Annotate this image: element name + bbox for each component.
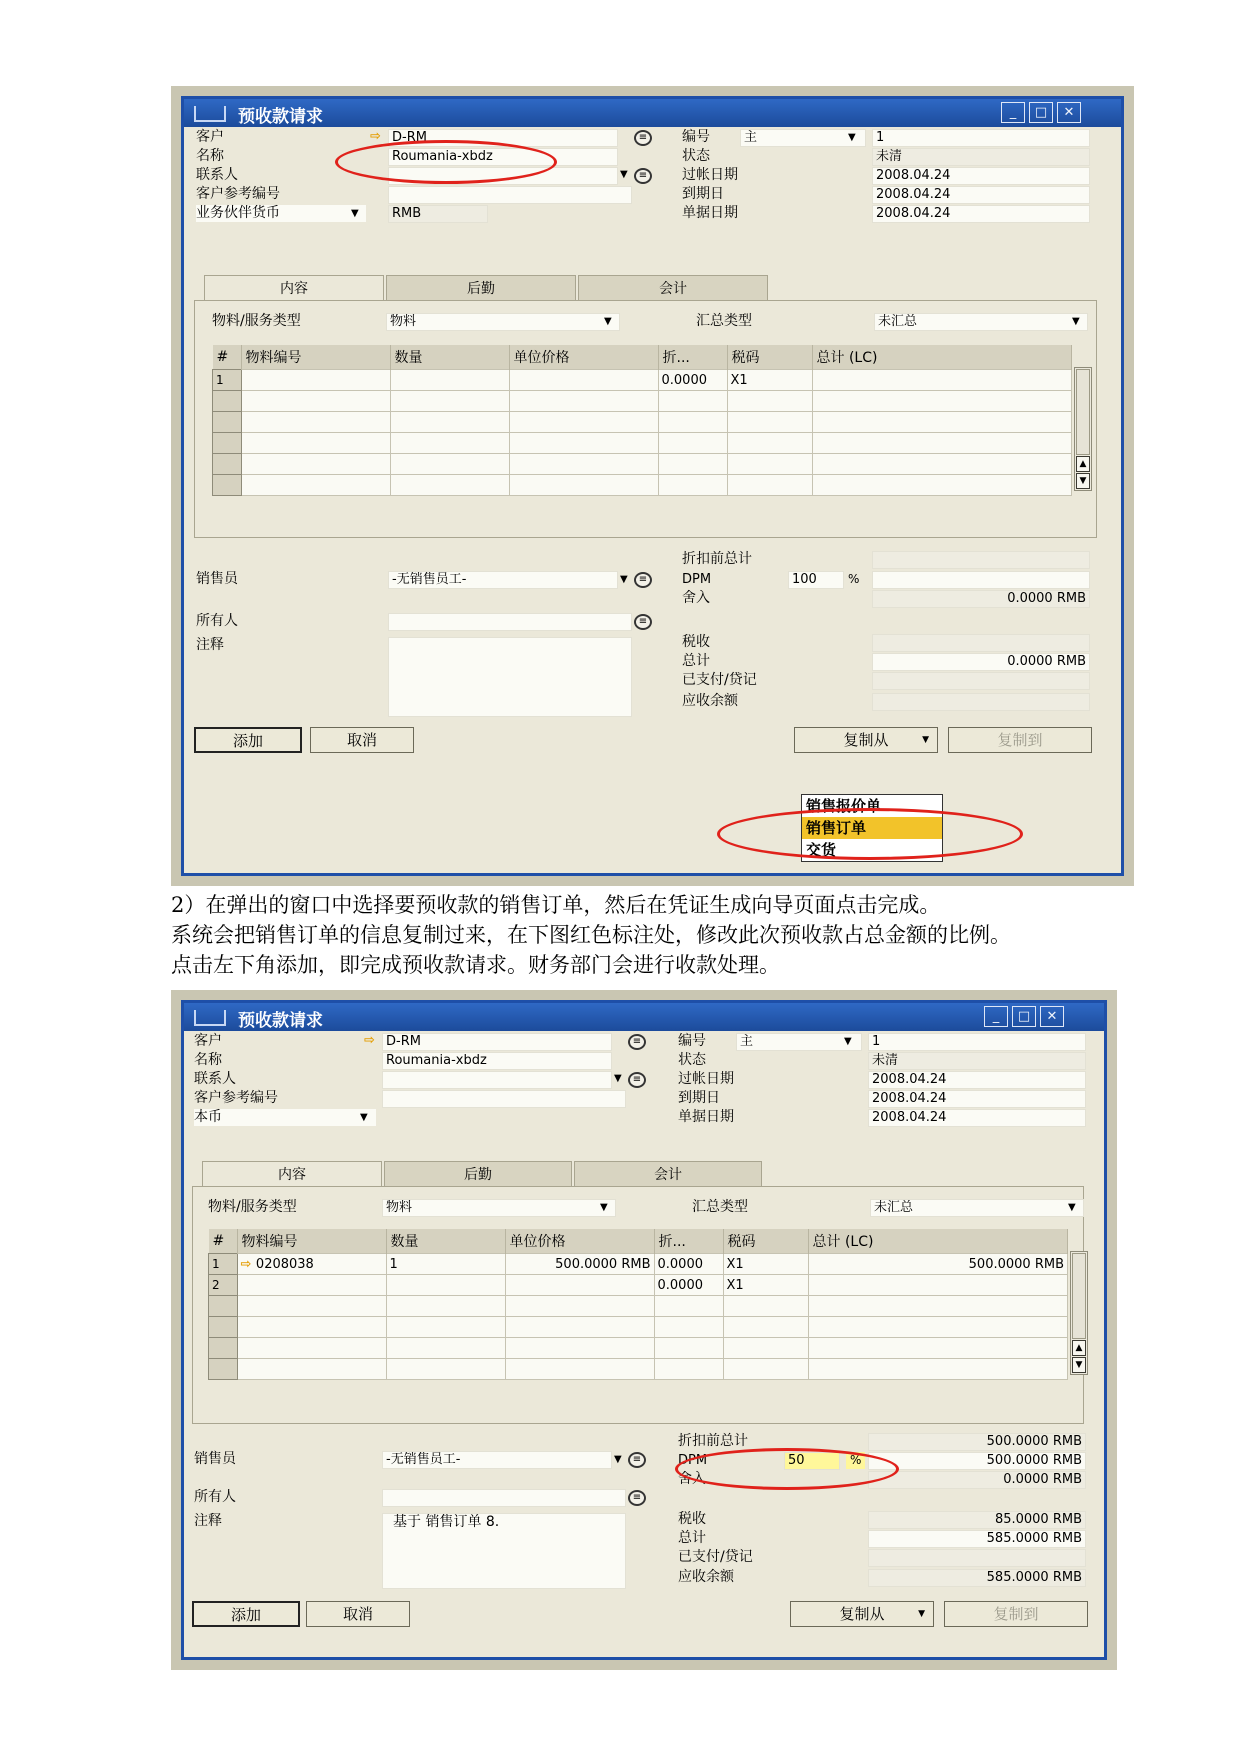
table-row[interactable]	[213, 391, 1072, 412]
quantity-cell[interactable]	[386, 1338, 505, 1359]
list-lookup-icon[interactable]: ≡	[628, 1034, 646, 1050]
copy-from-label: 复制从	[843, 731, 889, 749]
item-type-select[interactable]: 物料	[386, 313, 620, 331]
table-row[interactable]	[209, 1317, 1068, 1338]
discount-cell[interactable]	[654, 1296, 723, 1317]
rounding-label: 舍入	[678, 1471, 706, 1487]
instruction-line-2: 系统会把销售订单的信息复制过来，在下图红色标注处，修改此次预收款占总金额的比例。	[171, 923, 1011, 947]
discount-cell[interactable]	[658, 475, 727, 496]
total-lc-cell[interactable]	[812, 475, 1072, 496]
instruction-line-1: 2）在弹出的窗口中选择要预收款的销售订单，然后在凭证生成向导页面点击完成。	[171, 893, 941, 917]
contact-field[interactable]	[388, 167, 618, 185]
add-button[interactable]: 添加	[194, 727, 302, 753]
item-code-cell[interactable]	[241, 433, 390, 454]
name-label: 名称	[194, 1052, 222, 1068]
unit-price-cell[interactable]	[509, 475, 658, 496]
form-content	[184, 127, 1121, 873]
item-code-cell[interactable]	[237, 1338, 386, 1359]
tax-code-cell[interactable]	[727, 454, 812, 475]
link-arrow-icon[interactable]: ⇨	[370, 129, 381, 144]
dpm-label: DPM	[682, 572, 712, 587]
discount-cell[interactable]: 0.0000	[654, 1254, 723, 1275]
dropdown-arrow-icon[interactable]: ▼	[614, 1073, 622, 1084]
quantity-cell[interactable]	[390, 433, 509, 454]
menu-item-delivery[interactable]: 交货	[806, 841, 837, 859]
item-grid	[208, 1229, 1068, 1380]
sales-employee-select[interactable]: -无销售员工-	[382, 1451, 612, 1469]
form-content	[184, 1031, 1104, 1657]
window-icon	[194, 1010, 226, 1026]
customer-ref-field[interactable]	[382, 1090, 626, 1108]
dropdown-arrow-icon[interactable]: ▼	[848, 132, 856, 143]
total-label: 总计	[678, 1530, 706, 1546]
col-header-tax[interactable]: 税码	[723, 1229, 808, 1254]
close-icon[interactable]: ✕	[1040, 1006, 1064, 1027]
row-number-cell[interactable]: 1	[209, 1254, 238, 1275]
number-field[interactable]: 1	[872, 129, 1090, 147]
contact-label: 联系人	[194, 1071, 236, 1087]
dropdown-arrow-icon[interactable]: ▼	[1072, 316, 1080, 327]
total-before-discount-label: 折扣前总计	[678, 1433, 748, 1449]
dropdown-arrow-icon[interactable]: ▼	[360, 1112, 368, 1123]
discount-cell[interactable]	[658, 391, 727, 412]
contact-field[interactable]	[382, 1071, 612, 1089]
status-label: 状态	[678, 1052, 706, 1068]
grid-scrollbar[interactable]	[1070, 1251, 1088, 1375]
item-code-cell[interactable]	[237, 1317, 386, 1338]
quantity-cell[interactable]	[390, 370, 509, 391]
customer-label: 客户	[194, 1033, 222, 1049]
unit-price-cell[interactable]	[509, 433, 658, 454]
total-lc-cell[interactable]	[808, 1317, 1068, 1338]
col-header-num: #	[213, 345, 242, 370]
table-row[interactable]	[209, 1338, 1068, 1359]
maximize-icon[interactable]: □	[1029, 102, 1053, 123]
currency-field: RMB	[388, 205, 488, 223]
total-lc-cell[interactable]	[808, 1296, 1068, 1317]
total-label: 总计	[682, 653, 710, 669]
balance-field: 585.0000 RMB	[868, 1569, 1086, 1587]
total-before-discount-label: 折扣前总计	[682, 551, 752, 567]
row-number-cell[interactable]	[213, 412, 242, 433]
due-date-label: 到期日	[682, 186, 724, 202]
list-lookup-icon[interactable]: ≡	[634, 168, 652, 184]
cancel-button[interactable]: 取消	[306, 1601, 410, 1627]
tab-contents[interactable]: 内容	[204, 275, 384, 301]
item-code-cell[interactable]	[237, 1359, 386, 1380]
window-icon	[194, 106, 226, 122]
item-code-cell[interactable]	[237, 1275, 386, 1296]
tab-contents[interactable]: 内容	[202, 1161, 382, 1187]
tax-code-cell[interactable]: X1	[727, 370, 812, 391]
row-number-cell[interactable]	[209, 1338, 238, 1359]
row-number-cell[interactable]: 1	[213, 370, 242, 391]
dpm-input[interactable]: 100	[788, 571, 844, 589]
menu-item-sales-order[interactable]: 销售订单	[802, 817, 942, 839]
scroll-thumb[interactable]	[1076, 369, 1090, 455]
list-lookup-icon[interactable]: ≡	[628, 1452, 646, 1468]
col-header-total[interactable]: 总计 (LC)	[808, 1229, 1068, 1254]
table-row[interactable]	[213, 454, 1072, 475]
quantity-cell[interactable]	[386, 1296, 505, 1317]
tax-label: 税收	[678, 1511, 706, 1527]
dropdown-arrow-icon[interactable]: ▼	[844, 1036, 852, 1047]
total-lc-cell[interactable]	[812, 391, 1072, 412]
list-lookup-icon[interactable]: ≡	[628, 1490, 646, 1506]
percent-sign: %	[848, 572, 860, 586]
owner-field[interactable]	[382, 1489, 626, 1507]
tax-field	[872, 634, 1090, 652]
owner-field[interactable]	[388, 613, 632, 631]
total-lc-cell[interactable]: 500.0000 RMB	[808, 1254, 1068, 1275]
discount-cell[interactable]	[654, 1338, 723, 1359]
col-header-tax[interactable]: 税码	[727, 345, 812, 370]
posting-date-label: 过帐日期	[682, 167, 738, 183]
menu-item-sales-quotation[interactable]: 销售报价单	[806, 797, 882, 815]
unit-price-cell[interactable]: 500.0000 RMB	[505, 1254, 654, 1275]
owner-label: 所有人	[194, 1489, 236, 1505]
copy-to-button[interactable]: 复制到	[948, 727, 1092, 753]
unit-price-cell[interactable]	[505, 1338, 654, 1359]
paid-label: 已支付/贷记	[682, 672, 757, 688]
col-header-price[interactable]: 单位价格	[505, 1229, 654, 1254]
summary-type-label: 汇总类型	[692, 1199, 748, 1215]
discount-cell[interactable]	[654, 1359, 723, 1380]
paid-field	[872, 672, 1090, 690]
tab-logistics[interactable]: 后勤	[386, 275, 576, 301]
down-payment-request-window	[181, 1000, 1107, 1660]
rounding-field: 0.0000 RMB	[872, 590, 1090, 608]
currency-selector[interactable]: 业务伙伴货币	[196, 205, 366, 222]
total-lc-cell[interactable]	[812, 370, 1072, 391]
summary-type-select[interactable]: 未汇总	[874, 313, 1088, 331]
currency-selector[interactable]: 本币	[194, 1109, 376, 1126]
dropdown-arrow-icon[interactable]: ▼	[620, 574, 628, 585]
dpm-amount-field: 500.0000 RMB	[868, 1452, 1086, 1470]
total-lc-cell[interactable]	[812, 433, 1072, 454]
link-arrow-icon[interactable]: ⇨	[240, 1256, 256, 1272]
remarks-label: 注释	[196, 637, 224, 653]
dropdown-arrow-icon[interactable]: ▼	[614, 1454, 622, 1465]
paid-field	[868, 1549, 1086, 1567]
tax-code-cell[interactable]	[723, 1296, 808, 1317]
quantity-cell[interactable]	[390, 412, 509, 433]
col-header-discount[interactable]: 折...	[658, 345, 727, 370]
tax-code-cell[interactable]: X1	[723, 1254, 808, 1275]
dpm-input[interactable]: 50	[784, 1452, 840, 1470]
discount-cell[interactable]	[658, 433, 727, 454]
row-number-cell[interactable]	[209, 1317, 238, 1338]
dpm-label: DPM	[678, 1453, 708, 1468]
unit-price-cell[interactable]	[509, 454, 658, 475]
customer-field[interactable]: D-RM	[388, 129, 618, 147]
name-field[interactable]: Roumania-xbdz	[382, 1052, 612, 1070]
table-row[interactable]	[213, 412, 1072, 433]
item-type-select[interactable]: 物料	[382, 1199, 616, 1217]
col-header-qty[interactable]: 数量	[386, 1229, 505, 1254]
dpm-amount-field	[872, 571, 1090, 589]
window-title: 预收款请求	[238, 1011, 323, 1031]
dropdown-arrow-icon: ▼	[922, 735, 929, 745]
dropdown-arrow-icon[interactable]: ▼	[1068, 1202, 1076, 1213]
instruction-line-3: 点击左下角添加，即完成预收款请求。财务部门会进行收款处理。	[171, 953, 780, 977]
tax-field: 85.0000 RMB	[868, 1511, 1086, 1529]
sales-employee-label: 销售员	[196, 571, 238, 587]
tax-label: 税收	[682, 634, 710, 650]
unit-price-cell[interactable]	[505, 1275, 654, 1296]
item-code-cell[interactable]	[241, 412, 390, 433]
doc-date-label: 单据日期	[682, 205, 738, 221]
remarks-field[interactable]	[388, 637, 632, 717]
due-date-label: 到期日	[678, 1090, 720, 1106]
close-icon[interactable]: ✕	[1057, 102, 1081, 123]
posting-date-field[interactable]: 2008.04.24	[872, 167, 1090, 185]
row-number-cell[interactable]	[213, 433, 242, 454]
quantity-cell[interactable]	[386, 1275, 505, 1296]
contact-label: 联系人	[196, 167, 238, 183]
col-header-price[interactable]: 单位价格	[509, 345, 658, 370]
row-number-cell[interactable]	[213, 391, 242, 412]
total-field: 0.0000 RMB	[872, 653, 1090, 671]
screenshot-1	[171, 86, 1134, 886]
balance-label: 应收余额	[682, 693, 738, 709]
owner-label: 所有人	[196, 613, 238, 629]
maximize-icon[interactable]: □	[1012, 1006, 1036, 1027]
customer-ref-label: 客户参考编号	[194, 1090, 278, 1106]
title-bar	[184, 99, 1121, 127]
rounding-field: 0.0000 RMB	[868, 1471, 1086, 1489]
sales-employee-label: 销售员	[194, 1451, 236, 1467]
down-payment-request-window	[181, 96, 1124, 876]
dropdown-arrow-icon[interactable]: ▼	[604, 316, 612, 327]
dropdown-arrow-icon[interactable]: ▼	[600, 1202, 608, 1213]
tax-code-cell[interactable]	[727, 412, 812, 433]
scroll-down-icon[interactable]: ▼	[1076, 473, 1090, 489]
balance-field	[872, 693, 1090, 711]
unit-price-cell[interactable]	[505, 1317, 654, 1338]
item-type-label: 物料/服务类型	[208, 1199, 297, 1215]
name-label: 名称	[196, 148, 224, 164]
grid-scrollbar[interactable]	[1074, 367, 1092, 491]
copy-from-button[interactable]	[790, 1601, 934, 1627]
total-before-discount-field: 500.0000 RMB	[868, 1433, 1086, 1451]
customer-label: 客户	[196, 129, 224, 145]
number-field[interactable]: 1	[868, 1033, 1086, 1051]
doc-date-field[interactable]: 2008.04.24	[872, 205, 1090, 223]
summary-type-label: 汇总类型	[696, 313, 752, 329]
table-row[interactable]	[213, 475, 1072, 496]
list-lookup-icon[interactable]: ≡	[634, 572, 652, 588]
customer-ref-field[interactable]	[388, 186, 632, 204]
unit-price-cell[interactable]	[509, 412, 658, 433]
item-grid	[212, 345, 1072, 496]
tax-code-cell[interactable]	[727, 433, 812, 454]
item-code-text: 0208038	[255, 1256, 314, 1272]
paid-label: 已支付/贷记	[678, 1549, 753, 1565]
table-row[interactable]	[213, 370, 1072, 391]
item-code-cell[interactable]	[241, 370, 390, 391]
quantity-cell[interactable]	[390, 454, 509, 475]
item-type-label: 物料/服务类型	[212, 313, 301, 329]
table-row[interactable]	[209, 1359, 1068, 1380]
number-label: 编号	[682, 129, 710, 145]
item-code-cell[interactable]	[241, 454, 390, 475]
table-row[interactable]	[209, 1254, 1068, 1275]
dropdown-arrow-icon[interactable]: ▼	[620, 169, 628, 180]
balance-label: 应收余额	[678, 1569, 734, 1585]
quantity-cell[interactable]	[386, 1359, 505, 1380]
table-row[interactable]	[213, 433, 1072, 454]
doc-date-field[interactable]: 2008.04.24	[868, 1109, 1086, 1127]
due-date-field[interactable]: 2008.04.24	[872, 186, 1090, 204]
cancel-button[interactable]: 取消	[310, 727, 414, 753]
posting-date-label: 过帐日期	[678, 1071, 734, 1087]
total-before-discount-field	[872, 551, 1090, 569]
col-header-item[interactable]: 物料编号	[241, 345, 390, 370]
scroll-down-icon[interactable]: ▼	[1072, 1357, 1086, 1373]
item-code-cell[interactable]	[241, 391, 390, 412]
col-header-discount[interactable]: 折...	[654, 1229, 723, 1254]
copy-to-button[interactable]: 复制到	[944, 1601, 1088, 1627]
remarks-field[interactable]: 基于 销售订单 8.	[382, 1513, 626, 1589]
series-select[interactable]: 主	[736, 1033, 862, 1051]
quantity-cell[interactable]	[390, 475, 509, 496]
list-lookup-icon[interactable]: ≡	[634, 130, 652, 146]
summary-type-select[interactable]: 未汇总	[870, 1199, 1084, 1217]
unit-price-cell[interactable]	[505, 1359, 654, 1380]
unit-price-cell[interactable]	[505, 1296, 654, 1317]
rounding-label: 舍入	[682, 590, 710, 606]
tab-logistics[interactable]: 后勤	[384, 1161, 572, 1187]
due-date-field[interactable]: 2008.04.24	[868, 1090, 1086, 1108]
discount-cell[interactable]	[658, 454, 727, 475]
remarks-label: 注释	[194, 1513, 222, 1529]
col-header-num: #	[209, 1229, 238, 1254]
status-field: 未清	[872, 148, 1090, 166]
table-row[interactable]	[209, 1296, 1068, 1317]
quantity-cell[interactable]	[390, 391, 509, 412]
copy-from-button[interactable]	[794, 727, 938, 753]
dropdown-arrow-icon: ▼	[918, 1609, 925, 1619]
customer-ref-label: 客户参考编号	[196, 186, 280, 202]
col-header-qty[interactable]: 数量	[390, 345, 509, 370]
row-number-cell[interactable]	[209, 1359, 238, 1380]
dropdown-arrow-icon[interactable]: ▼	[351, 208, 359, 219]
discount-cell[interactable]: 0.0000	[654, 1275, 723, 1296]
copy-from-menu	[801, 794, 943, 862]
scroll-up-icon[interactable]: ▲	[1076, 456, 1090, 472]
item-code-cell[interactable]	[237, 1296, 386, 1317]
row-number-cell[interactable]	[209, 1296, 238, 1317]
status-field: 未清	[868, 1052, 1086, 1070]
total-lc-cell[interactable]	[812, 454, 1072, 475]
number-label: 编号	[678, 1033, 706, 1049]
row-number-cell[interactable]	[213, 475, 242, 496]
minimize-icon[interactable]: _	[1001, 102, 1025, 123]
unit-price-cell[interactable]	[509, 370, 658, 391]
scroll-thumb[interactable]	[1072, 1253, 1086, 1339]
posting-date-field[interactable]: 2008.04.24	[868, 1071, 1086, 1089]
total-lc-cell[interactable]	[812, 412, 1072, 433]
tax-code-cell[interactable]	[723, 1338, 808, 1359]
minimize-icon[interactable]: _	[984, 1006, 1008, 1027]
total-lc-cell[interactable]	[808, 1359, 1068, 1380]
list-lookup-icon[interactable]: ≡	[634, 614, 652, 630]
quantity-cell[interactable]: 1	[386, 1254, 505, 1275]
tab-accounting[interactable]: 会计	[578, 275, 768, 301]
row-number-cell[interactable]: 2	[209, 1275, 238, 1296]
scroll-up-icon[interactable]: ▲	[1072, 1340, 1086, 1356]
screenshot-2	[171, 990, 1117, 1670]
quantity-cell[interactable]	[386, 1317, 505, 1338]
row-number-cell[interactable]	[213, 454, 242, 475]
tax-code-cell[interactable]	[723, 1359, 808, 1380]
item-code-cell[interactable]	[237, 1254, 386, 1275]
total-lc-cell[interactable]	[808, 1275, 1068, 1296]
add-button[interactable]: 添加	[192, 1601, 300, 1627]
tax-code-cell[interactable]: X1	[723, 1275, 808, 1296]
name-field[interactable]: Roumania-xbdz	[388, 148, 618, 166]
tax-code-cell[interactable]	[727, 391, 812, 412]
tab-accounting[interactable]: 会计	[574, 1161, 762, 1187]
total-lc-cell[interactable]	[808, 1338, 1068, 1359]
customer-field[interactable]: D-RM	[382, 1033, 612, 1051]
doc-date-label: 单据日期	[678, 1109, 734, 1125]
discount-cell[interactable]	[658, 412, 727, 433]
sales-employee-select[interactable]: -无销售员工-	[388, 571, 618, 589]
col-header-item[interactable]: 物料编号	[237, 1229, 386, 1254]
item-code-cell[interactable]	[241, 475, 390, 496]
series-select[interactable]: 主	[740, 129, 866, 147]
discount-cell[interactable]: 0.0000	[658, 370, 727, 391]
list-lookup-icon[interactable]: ≡	[628, 1072, 646, 1088]
col-header-total[interactable]: 总计 (LC)	[812, 345, 1072, 370]
unit-price-cell[interactable]	[509, 391, 658, 412]
discount-cell[interactable]	[654, 1317, 723, 1338]
tax-code-cell[interactable]	[727, 475, 812, 496]
percent-sign: %	[846, 1452, 865, 1469]
link-arrow-icon[interactable]: ⇨	[364, 1033, 375, 1048]
table-row[interactable]	[209, 1275, 1068, 1296]
window-title: 预收款请求	[238, 107, 323, 127]
tax-code-cell[interactable]	[723, 1317, 808, 1338]
copy-from-label: 复制从	[839, 1605, 885, 1623]
status-label: 状态	[682, 148, 710, 164]
total-field: 585.0000 RMB	[868, 1530, 1086, 1548]
title-bar	[184, 1003, 1104, 1031]
